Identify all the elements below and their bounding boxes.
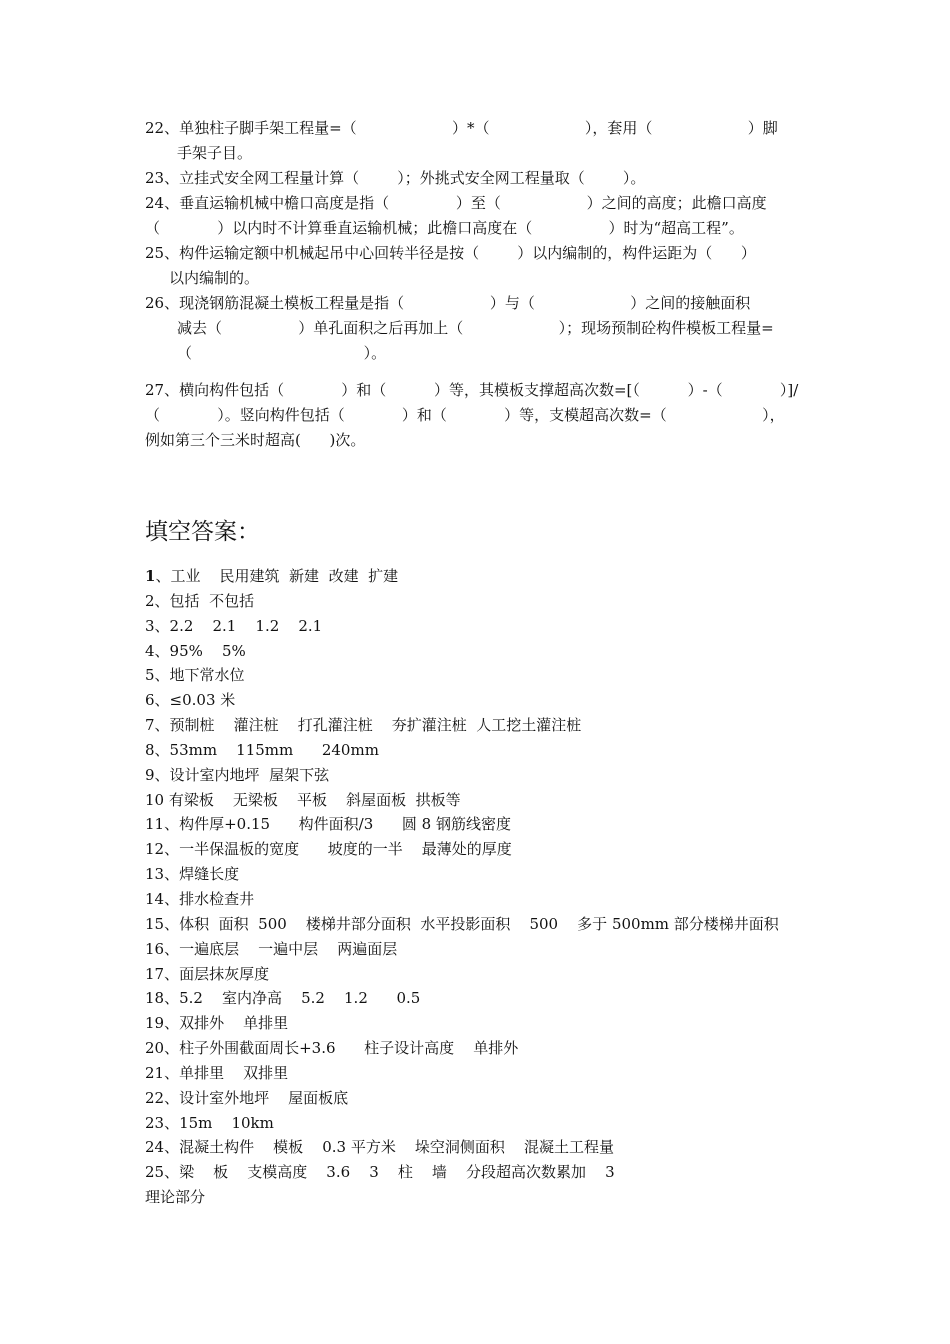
question-27-line3: 例如第三个三米时超高( )次。: [145, 431, 366, 449]
question-27-line2: （ ）。竖向构件包括（ ）和（ ）等，支模超高次数=（ ），: [145, 406, 785, 424]
answer-item: 15、体积 面积 500 楼梯井部分面积 水平投影面积 500 多于 500mm 部分楼梯井面积: [145, 914, 779, 933]
answer-item: 16、一遍底层 一遍中层 两遍面层: [145, 939, 398, 958]
question-24: [145, 191, 810, 241]
question-23-line1: 23、立挂式安全网工程量计算（ ）；外挑式安全网工程量取（ ）。: [145, 169, 646, 187]
answer-item: 9、设计室内地坪 屋架下弦: [145, 765, 330, 784]
answer-item: 19、双排外 单排里: [145, 1014, 289, 1033]
answer-item: 23、15m 10km: [145, 1113, 274, 1132]
answer-item: 2、包括 不包括: [145, 591, 255, 610]
answer-item: 6、≤0.03 米: [145, 691, 236, 710]
answer-item: 12、一半保温板的宽度 坡度的一半 最薄处的厚度: [145, 840, 512, 859]
answers-list: [145, 564, 845, 1210]
answer-item: 5、地下常水位: [145, 666, 245, 685]
question-26: [145, 291, 810, 366]
question-27-line1: 27、横向构件包括（ ）和（ ）等，其模板支撑超高次数=[（ ）-（ ）]/: [145, 381, 799, 399]
answer-item: 21、单排里 双排里: [145, 1063, 289, 1082]
question-22: [145, 116, 810, 166]
question-25-line2: 以内编制的。: [169, 269, 260, 287]
question-26-line3: （ ）。: [177, 344, 387, 362]
question-26-line1: 26、现浇钢筋混凝土模板工程量是指（ ）与（ ）之间的接触面积: [145, 294, 751, 312]
answer-text: 、工业 民用建筑 新建 改建 扩建: [155, 567, 399, 585]
section-label: 理论部分: [145, 1188, 206, 1207]
question-25-line1: 25、构件运输定额中机械起吊中心回转半径是按（ ）以内编制的，构件运距为（ ）: [145, 244, 756, 262]
answer-item: [145, 564, 845, 589]
answer-item: 13、焊缝长度: [145, 865, 240, 884]
answer-item: 18、5.2 室内净高 5.2 1.2 0.5: [145, 989, 421, 1008]
question-25: [145, 241, 810, 291]
answer-item: 24、混凝土构件 模板 0.3 平方米 垛空洞侧面积 混凝土工程量: [145, 1138, 615, 1157]
answer-item: 7、预制桩 灌注桩 打孔灌注桩 夯扩灌注桩 人工挖土灌注桩: [145, 716, 582, 735]
answer-item: 11、构件厚+0.15 构件面积/3 圆 8 钢筋线密度: [145, 815, 511, 834]
question-23: [145, 166, 810, 191]
question-22-line1: 22、单独柱子脚手架工程量=（ ）*（ ），套用（ ）脚: [145, 119, 778, 137]
question-27: [145, 378, 810, 453]
answer-item: 8、53mm 115mm 240mm: [145, 740, 379, 759]
question-26-line2: 减去（ ）单孔面积之后再加上（ ）；现场预制砼构件模板工程量=: [177, 319, 774, 337]
answer-item: 22、设计室外地坪 屋面板底: [145, 1088, 349, 1107]
question-22-line2: 手架子目。: [177, 144, 253, 162]
answer-item: 25、梁 板 支模高度 3.6 3 柱 墙 分段超高次数累加 3: [145, 1163, 615, 1182]
answer-item: 17、面层抹灰厚度: [145, 964, 270, 983]
answer-item: 4、95% 5%: [145, 641, 246, 660]
answer-item: 3、2.2 2.1 1.2 2.1: [145, 616, 323, 635]
answer-item: 14、排水检查井: [145, 889, 255, 908]
answer-number: 1: [145, 567, 156, 585]
question-24-line1: 24、垂直运输机械中檐口高度是指（ ）至（ ）之间的高度；此檐口高度: [145, 194, 767, 212]
question-24-line2: （ ）以内时不计算垂直运输机械；此檐口高度在（ ）时为“超高工程”。: [145, 219, 744, 237]
answer-item: 10 有梁板 无梁板 平板 斜屋面板 拱板等: [145, 790, 461, 809]
answer-item: 20、柱子外围截面周长+3.6 柱子设计高度 单排外: [145, 1039, 519, 1058]
answers-heading: 填空答案：: [145, 519, 260, 545]
